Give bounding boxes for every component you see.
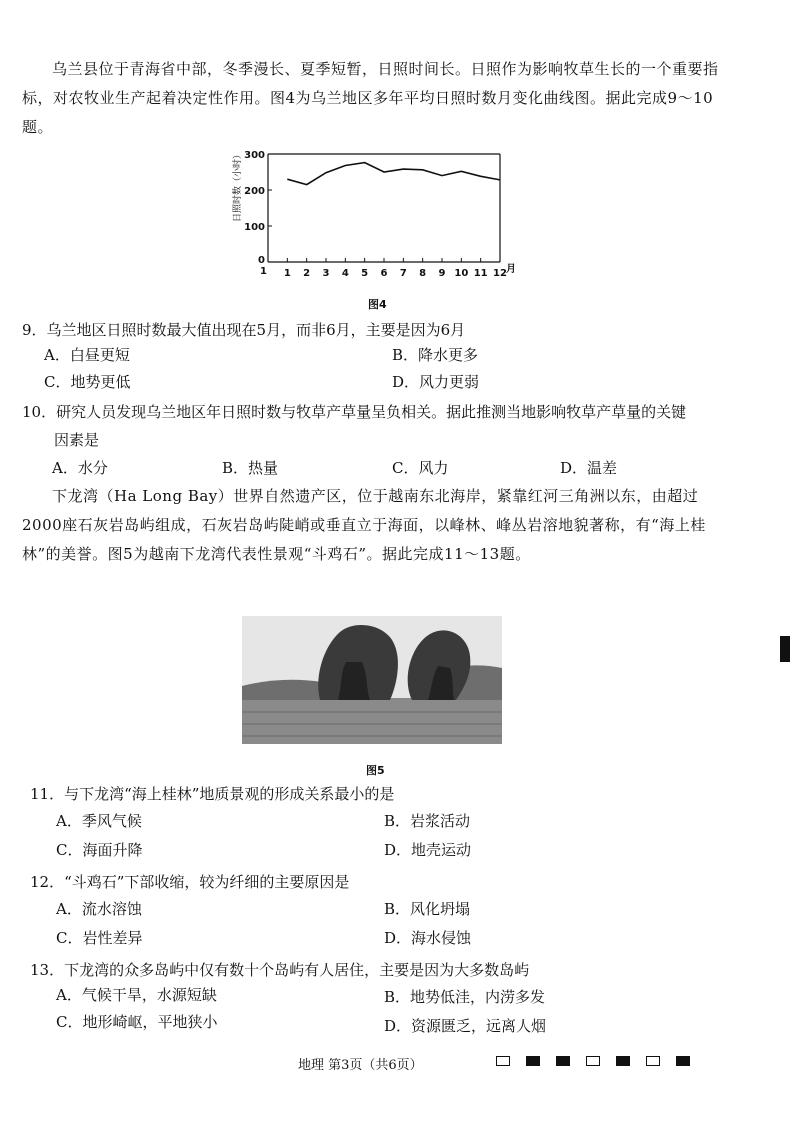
scan-mark-6 xyxy=(646,1056,660,1066)
question-9-stem: 9．乌兰地区日照时数最大值出现在5月，而非6月，主要是因为6月 xyxy=(22,321,466,339)
x-tick-label-6: 6 xyxy=(380,268,388,279)
intro-halong-bay: 下龙湾（Ha Long Bay）世界自然遗产区，位于越南东北海岸，紧靠红河三角洲以东，由超过2000座石灰岩岛屿组成，石灰岩岛屿陡峭或垂直立于海面，以峰林、峰丛岩溶地貌著称，有“海上桂林”的美誉。图5为越南下龙湾代表性景观“斗鸡石”。据此完成11～13题。 xyxy=(22,487,706,563)
question-10-stem-line1: 10．研究人员发现乌兰地区年日照时数与牧草产草量呈负相关。据此推测当地影响牧草产草量的关键 xyxy=(22,403,687,421)
x-tick-label-2: 2 xyxy=(303,268,311,279)
question-9 xyxy=(22,316,762,344)
q10-option-b[interactable]: B．热量 xyxy=(222,459,279,477)
edge-alignment-mark xyxy=(780,636,790,662)
q9-option-c[interactable]: C．地势更低 xyxy=(44,373,131,391)
x-tick-label-8: 8 xyxy=(419,268,427,279)
q12-option-d[interactable]: D．海水侵蚀 xyxy=(384,929,472,947)
y-axis-label: 日照时数（小时） xyxy=(233,149,243,223)
figure-4-caption: 图4 xyxy=(368,298,387,311)
x-tick-label-1: 1 xyxy=(283,268,291,279)
scan-mark-7 xyxy=(676,1056,690,1066)
scan-mark-5 xyxy=(616,1056,630,1066)
q12-option-a[interactable]: A．流水溶蚀 xyxy=(56,900,142,918)
figure-5-caption: 图5 xyxy=(366,764,385,777)
intro-ulan: 乌兰县位于青海省中部，冬季漫长、夏季短暂，日照时间长。日照作为影响牧草生长的一个重要指标，对农牧业生产起着决定性作用。图4为乌兰地区多年平均日照时数月变化曲线图。据此完成9～10题。 xyxy=(22,60,719,136)
y-tick-label-200: 200 xyxy=(244,186,265,197)
scan-mark-3 xyxy=(556,1056,570,1066)
y-tick-label-0: 0 xyxy=(258,255,265,266)
x-tick-label-11: 11 xyxy=(473,268,488,279)
page-number: 地理 第3页（共6页） xyxy=(298,1058,423,1073)
question-12-stem: 12．“斗鸡石”下部收缩，较为纤细的主要原因是 xyxy=(30,873,350,891)
q11-option-a[interactable]: A．季风气候 xyxy=(56,812,142,830)
question-11-stem: 11．与下龙湾“海上桂林”地质景观的形成关系最小的是 xyxy=(30,785,395,803)
x-tick-label-9: 9 xyxy=(438,268,446,279)
q9-option-d[interactable]: D．风力更弱 xyxy=(392,373,480,391)
question-12 xyxy=(30,868,770,896)
x-tick-label-10: 10 xyxy=(454,268,469,279)
x-tick-label-12: 12 xyxy=(493,268,507,279)
y-tick-label-100: 100 xyxy=(244,222,265,233)
q13-option-c[interactable]: C．地形崎岖，平地狭小 xyxy=(56,1013,218,1031)
q10-option-d[interactable]: D．温差 xyxy=(560,459,618,477)
x-axis-unit: 月 xyxy=(506,264,516,275)
x-tick-label-3: 3 xyxy=(322,268,330,279)
x-tick-labels xyxy=(260,258,507,279)
q10-option-a[interactable]: A．水分 xyxy=(52,459,108,477)
question-13-stem: 13．下龙湾的众多岛屿中仅有数十个岛屿有人居住，主要是因为大多数岛屿 xyxy=(30,961,530,979)
q11-option-b[interactable]: B．岩浆活动 xyxy=(384,812,471,830)
y-tick-label-300: 300 xyxy=(244,150,265,161)
q9-option-a[interactable]: A．白昼更短 xyxy=(44,346,130,364)
q10-option-c[interactable]: C．风力 xyxy=(392,459,449,477)
page-footer xyxy=(0,1052,794,1072)
x-tick-label-7: 7 xyxy=(399,268,407,279)
q12-option-c[interactable]: C．岩性差异 xyxy=(56,929,143,947)
x-origin-label: 1 xyxy=(260,266,267,277)
q12-option-b[interactable]: B．风化坍塌 xyxy=(384,900,471,918)
q11-option-c[interactable]: C．海面升降 xyxy=(56,841,143,859)
q13-option-b[interactable]: B．地势低洼，内涝多发 xyxy=(384,988,546,1006)
x-tick-label-4: 4 xyxy=(341,268,349,279)
question-11 xyxy=(30,780,770,808)
question-13 xyxy=(30,956,770,984)
q11-option-d[interactable]: D．地壳运动 xyxy=(384,841,472,859)
q13-option-a[interactable]: A．气候干旱，水源短缺 xyxy=(56,986,217,1004)
q9-option-b[interactable]: B．降水更多 xyxy=(392,346,479,364)
question-10-stem-line2: 因素是 xyxy=(54,431,100,449)
scan-mark-4 xyxy=(586,1056,600,1066)
chart-axes xyxy=(268,154,500,262)
fighting-cock-rock-photo xyxy=(242,616,502,744)
scan-mark-2 xyxy=(526,1056,540,1066)
q13-option-d[interactable]: D．资源匮乏，远离人烟 xyxy=(384,1017,547,1035)
question-10 xyxy=(22,398,762,454)
scan-mark-1 xyxy=(496,1056,510,1066)
series-line xyxy=(287,163,500,185)
x-tick-label-5: 5 xyxy=(361,268,369,279)
sunshine-line-chart xyxy=(228,140,528,290)
